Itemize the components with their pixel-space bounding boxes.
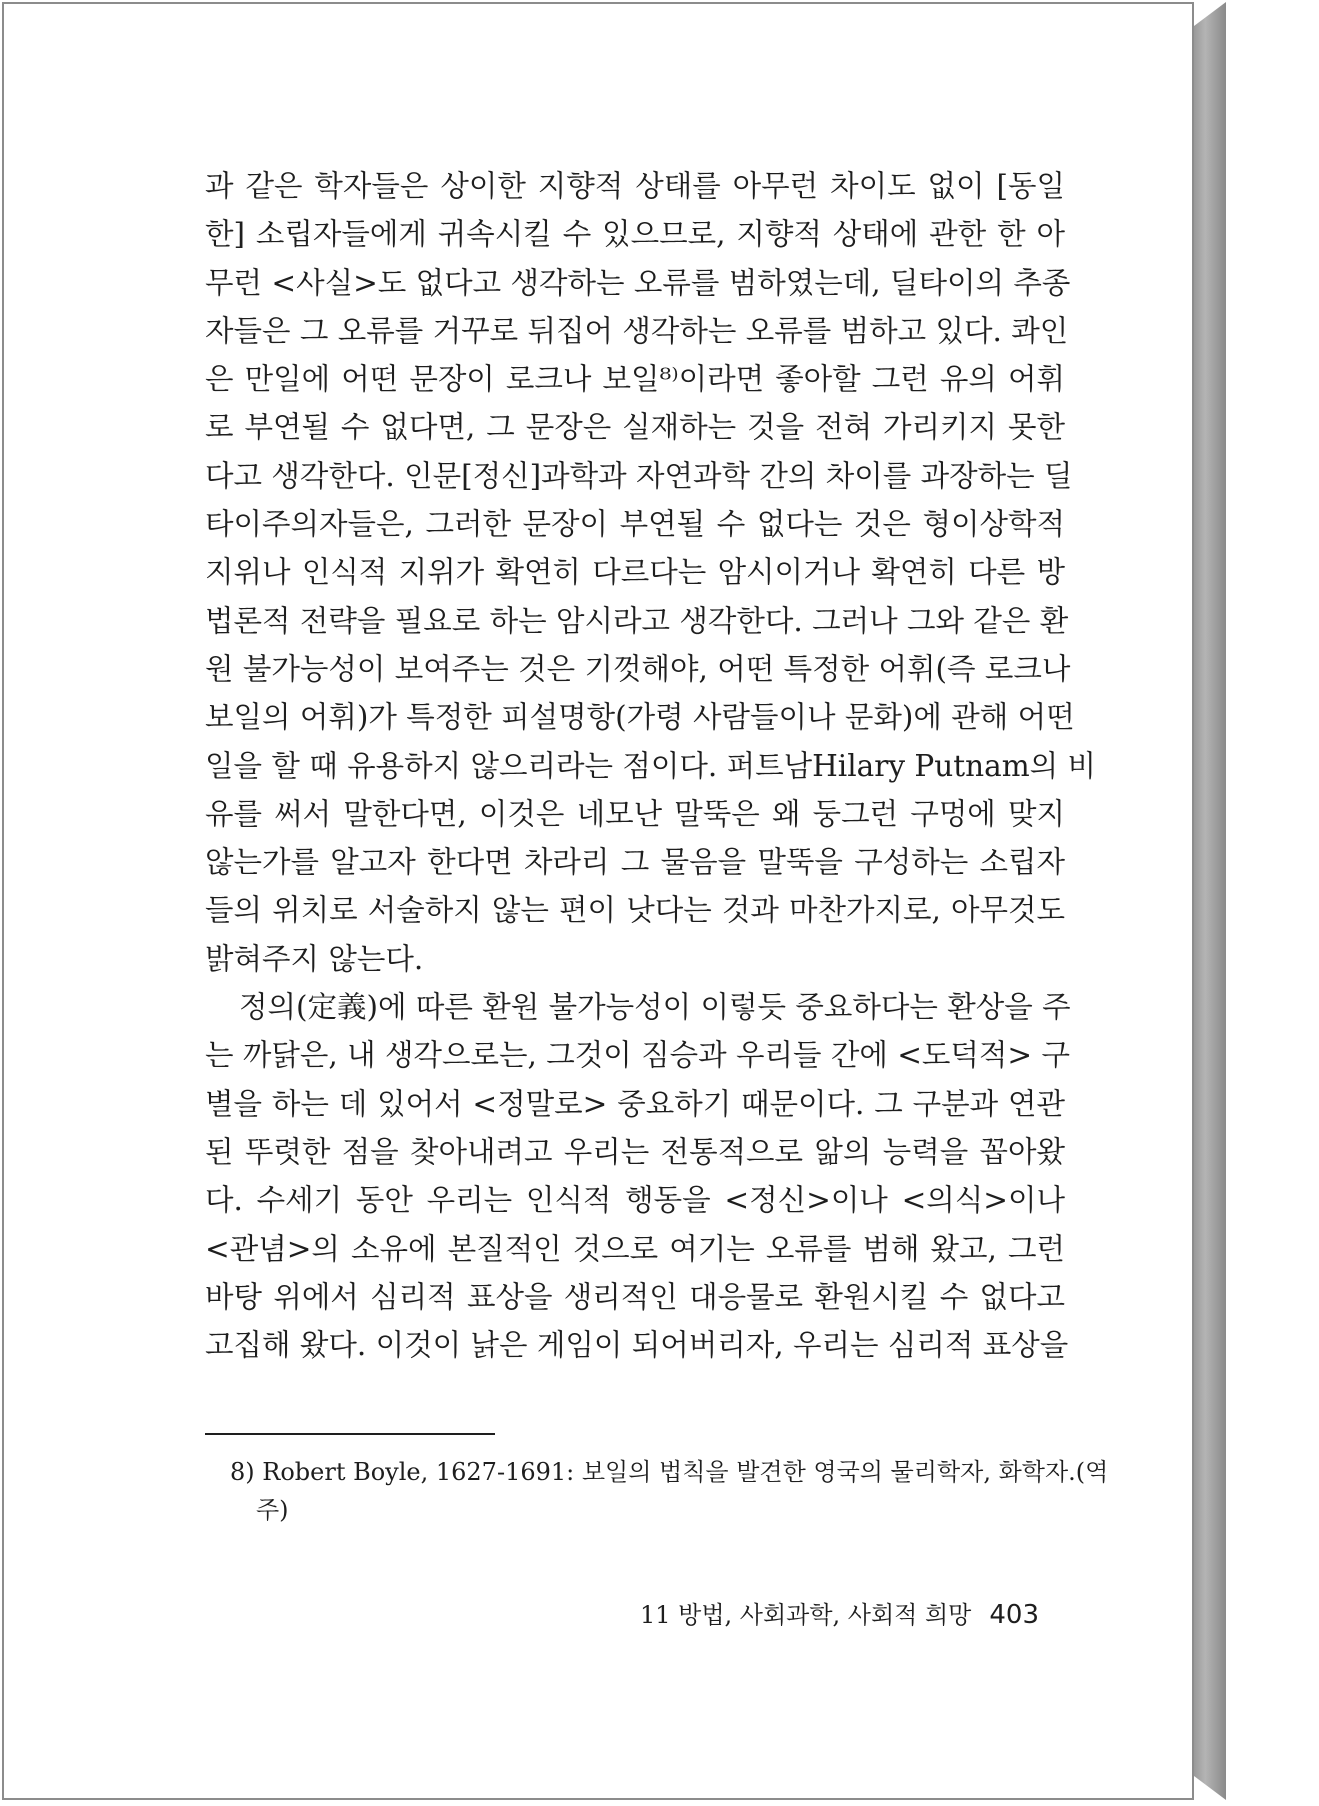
text-line: 않는가를 알고자 한다면 차라리 그 물음을 말뚝을 구성하는 소립자 xyxy=(205,845,1065,880)
text-line: 다. 수세기 동안 우리는 인식적 행동을 <정신>이나 <의식>이나 xyxy=(205,1183,1065,1218)
footnote xyxy=(230,1453,1109,1529)
text-line: 무런 <사실>도 없다고 생각하는 오류를 범하였는데, 딜타이의 추종 xyxy=(205,265,1071,300)
footnote-line: 8) Robert Boyle, 1627-1691: 보일의 법칙을 발견한 영국의 물리학자, 화학자.(역 xyxy=(230,1458,1109,1486)
text-line: 유를 써서 말한다면, 이것은 네모난 말뚝은 왜 둥그런 구멍에 맞지 xyxy=(205,796,1065,831)
footnote-divider xyxy=(205,1433,495,1435)
footnote-line-continued: 주) xyxy=(256,1496,289,1524)
body-text xyxy=(205,162,1097,1369)
text-line: 보일의 어휘)가 특정한 피설명항(가령 사람들이나 문화)에 관해 어떤 xyxy=(205,700,1075,735)
book-edge-top-corner xyxy=(1194,2,1226,26)
book-edge-shadow xyxy=(1194,2,1226,1800)
text-line: 다고 생각한다. 인문[정신]과학과 자연과학 간의 차이를 과장하는 딜 xyxy=(205,458,1073,493)
text-line: 는 까닭은, 내 생각으로는, 그것이 짐승과 우리들 간에 <도덕적> 구 xyxy=(205,1038,1071,1073)
text-line: 일을 할 때 유용하지 않으리라는 점이다. 퍼트남Hilary Putnam의 비 xyxy=(205,748,1097,783)
page-number: 403 xyxy=(989,1600,1039,1630)
text-line: 한] 소립자들에게 귀속시킬 수 있으므로, 지향적 상태에 관한 한 아 xyxy=(205,217,1065,252)
text-line: 바탕 위에서 심리적 표상을 생리적인 대응물로 환원시킬 수 없다고 xyxy=(205,1279,1065,1314)
text-line: 로 부연될 수 없다면, 그 문장은 실재하는 것을 전혀 가리키지 못한 xyxy=(205,410,1065,445)
text-line: 된 뚜렷한 점을 찾아내려고 우리는 전통적으로 앎의 능력을 꼽아왔 xyxy=(205,1134,1065,1169)
text-line: 지위나 인식적 지위가 확연히 다르다는 암시이거나 확연히 다른 방 xyxy=(205,555,1065,590)
running-footer xyxy=(640,1595,1039,1630)
text-line: 은 만일에 어떤 문장이 로크나 보일⁸⁾이라면 좋아할 그런 유의 어휘 xyxy=(205,362,1065,397)
text-line: 별을 하는 데 있어서 <정말로> 중요하기 때문이다. 그 구분과 연관 xyxy=(205,1086,1065,1121)
text-line-paragraph-end: 밝혀주지 않는다. xyxy=(205,941,424,976)
text-line: 타이주의자들은, 그러한 문장이 부연될 수 없다는 것은 형이상학적 xyxy=(205,507,1065,542)
text-line: 법론적 전략을 필요로 하는 암시라고 생각한다. 그러나 그와 같은 환 xyxy=(205,603,1069,638)
text-line: 원 불가능성이 보여주는 것은 기껏해야, 어떤 특정한 어휘(즉 로크나 xyxy=(205,651,1071,686)
text-line: 고집해 왔다. 이것이 낡은 게임이 되어버리자, 우리는 심리적 표상을 xyxy=(205,1328,1069,1363)
text-line: <관념>의 소유에 본질적인 것으로 여기는 오류를 범해 왔고, 그런 xyxy=(205,1231,1065,1266)
book-edge-bottom-corner xyxy=(1194,1776,1226,1800)
text-line-paragraph-start: 정의(定義)에 따른 환원 불가능성이 이렇듯 중요하다는 환상을 주 xyxy=(239,990,1071,1025)
running-head: 11 방법, 사회과학, 사회적 희망 xyxy=(640,1601,972,1629)
text-line: 자들은 그 오류를 거꾸로 뒤집어 생각하는 오류를 범하고 있다. 콰인 xyxy=(205,313,1069,348)
text-line: 들의 위치로 서술하지 않는 편이 낫다는 것과 마찬가지로, 아무것도 xyxy=(205,893,1065,928)
text-line: 과 같은 학자들은 상이한 지향적 상태를 아무런 차이도 없이 [동일 xyxy=(205,169,1065,203)
